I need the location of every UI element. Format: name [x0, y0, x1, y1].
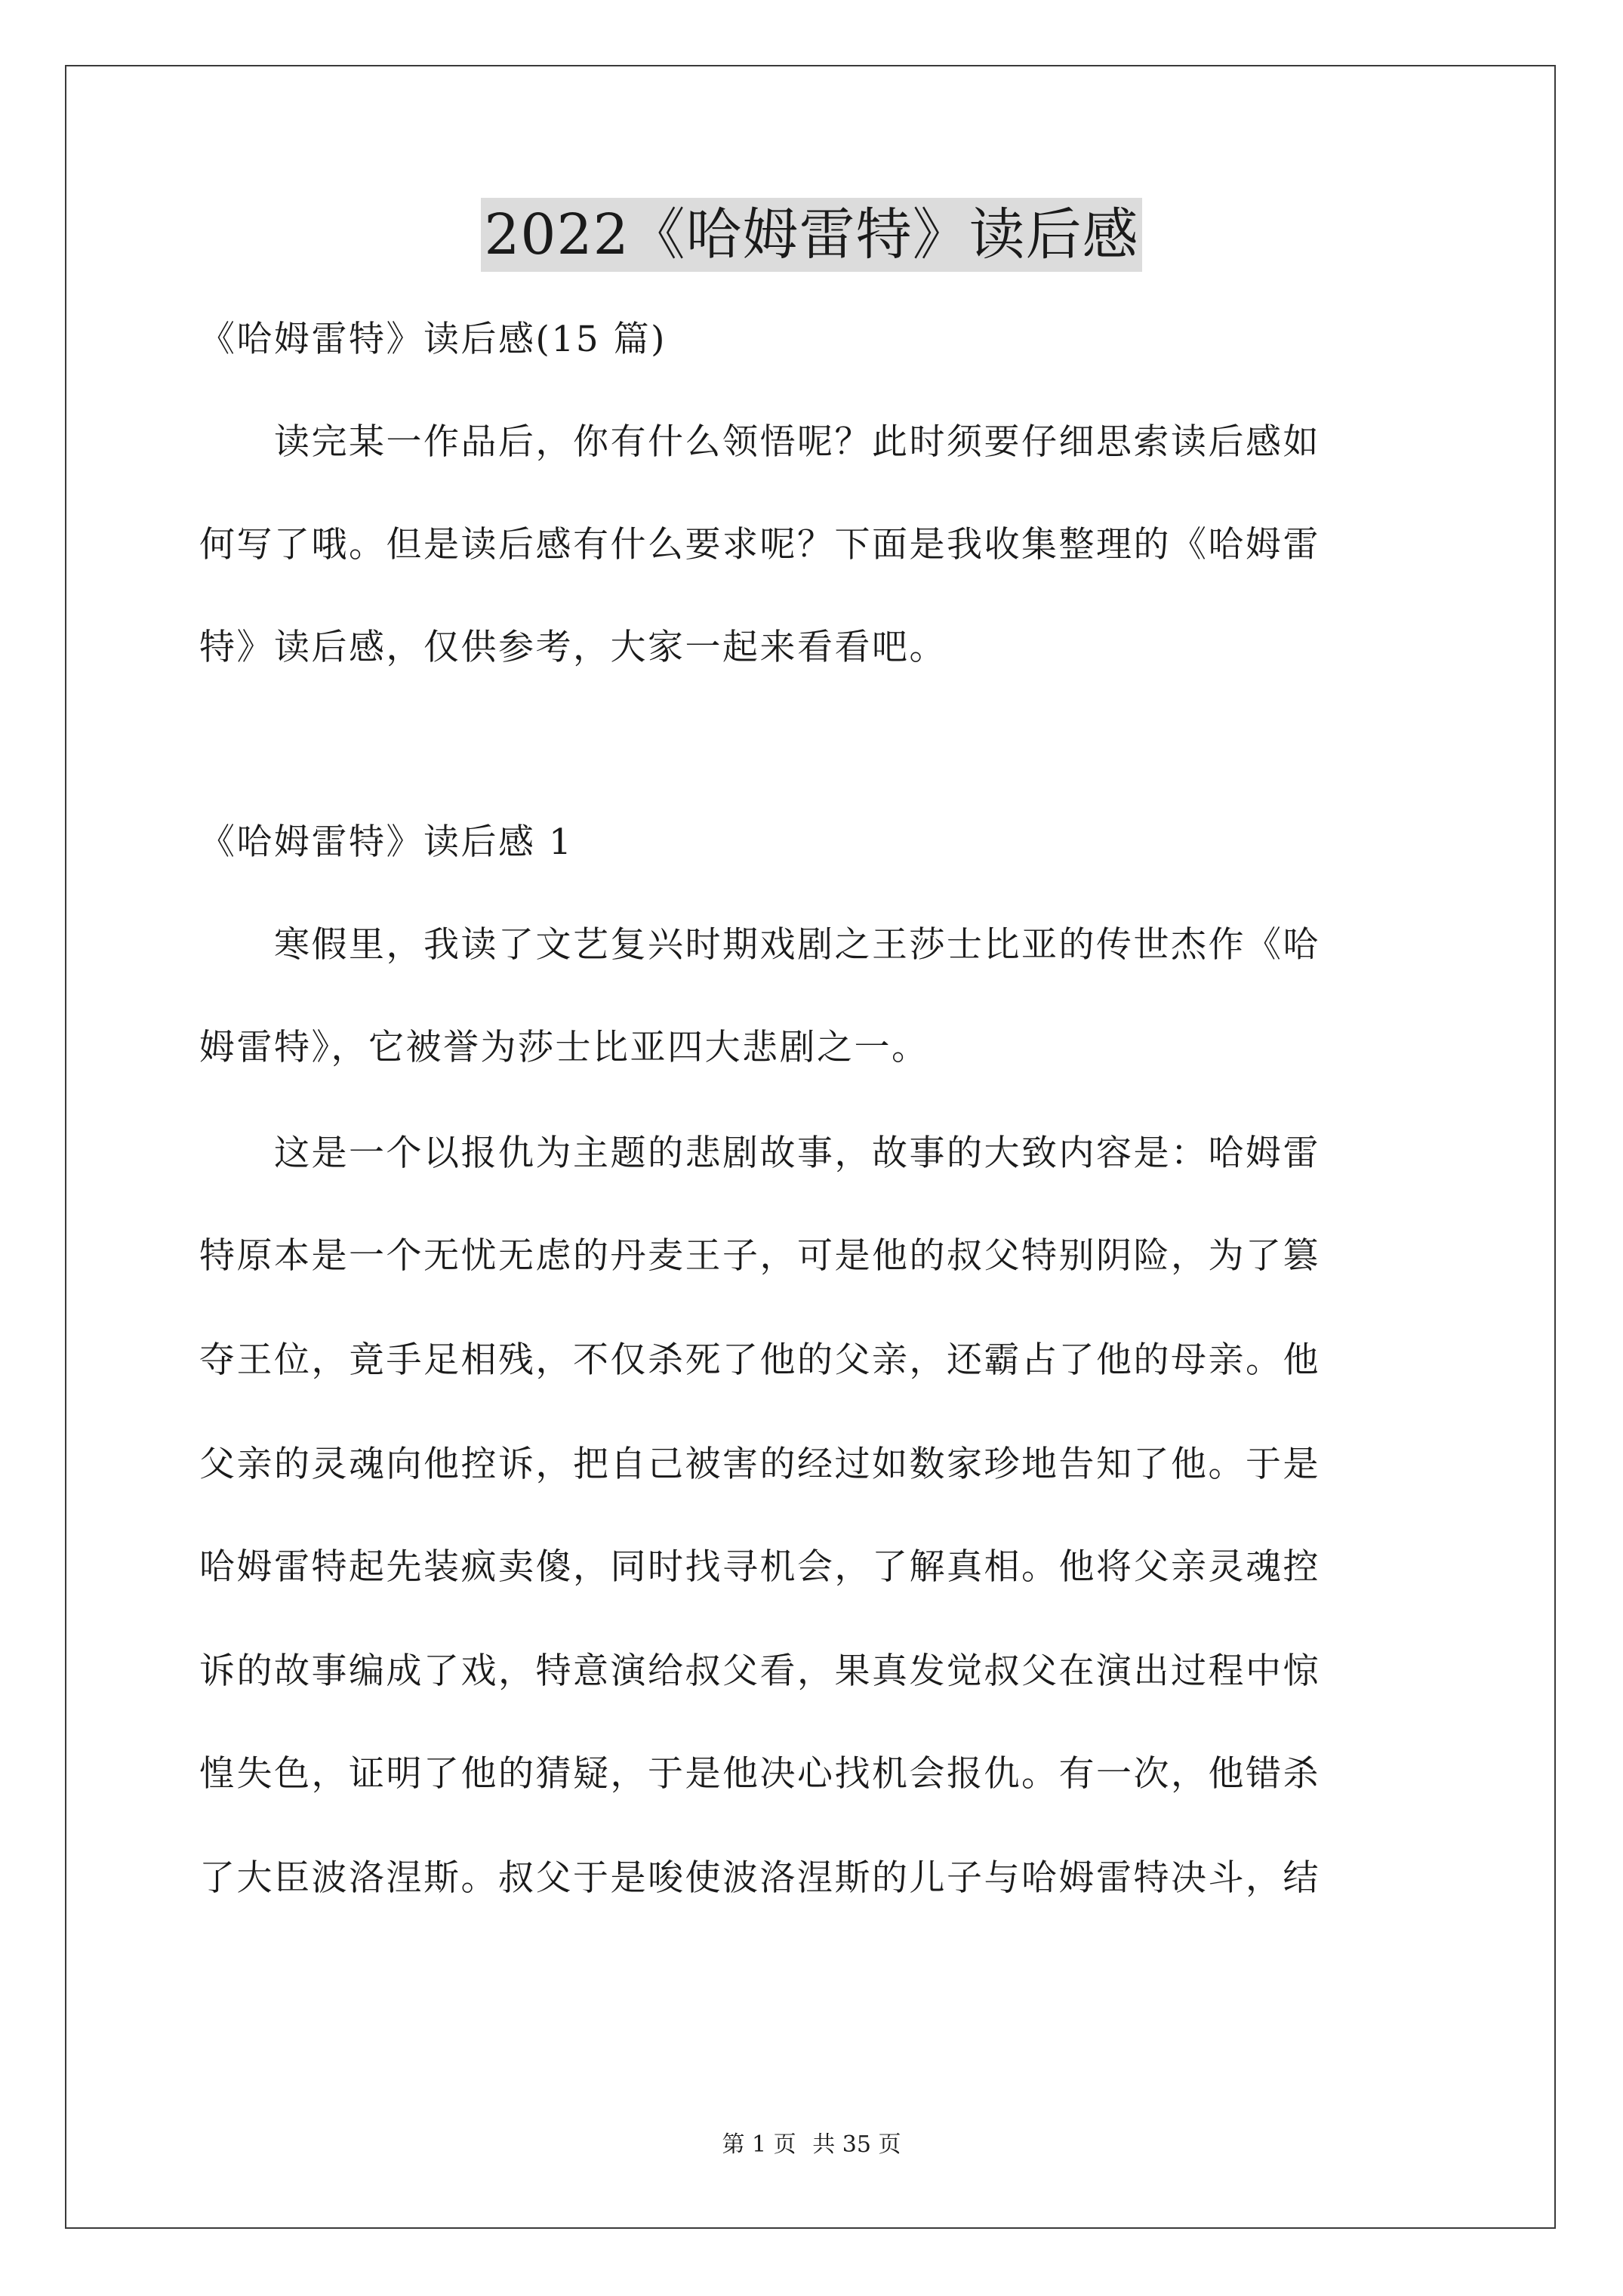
paragraph-line: 诉的故事编成了戏，特意演给叔父看，果真发觉叔父在演出过程中惊 — [199, 1650, 1320, 1692]
paragraph-line: 惶失色，证明了他的猜疑，于是他决心找机会报仇。有一次，他错杀 — [199, 1753, 1320, 1795]
document-title: 2022《哈姆雷特》读后感 — [481, 198, 1141, 272]
paragraph-line: 寒假里，我读了文艺复兴时期戏剧之王莎士比亚的传世杰作《哈 — [199, 924, 1320, 966]
title-container — [0, 198, 1623, 272]
paragraph-line: 特原本是一个无忧无虑的丹麦王子，可是他的叔父特别阴险，为了篡 — [199, 1235, 1320, 1277]
page-footer — [0, 2130, 1623, 2160]
page-number: 第 1 页 — [722, 2131, 796, 2158]
paragraph-line: 父亲的灵魂向他控诉，把自己被害的经过如数家珍地告知了他。于是 — [199, 1444, 1320, 1485]
subtitle: 《哈姆雷特》读后感(15 篇) — [199, 319, 667, 360]
paragraph-line: 哈姆雷特起先装疯卖傻，同时找寻机会，了解真相。他将父亲灵魂控 — [199, 1546, 1320, 1588]
paragraph-line: 了大臣波洛涅斯。叔父于是唆使波洛涅斯的儿子与哈姆雷特决斗，结 — [199, 1857, 1320, 1899]
paragraph-line: 何写了哦。但是读后感有什么要求呢？下面是我收集整理的《哈姆雷 — [199, 524, 1320, 566]
paragraph-line: 姆雷特》，它被誉为莎士比亚四大悲剧之一。 — [199, 1027, 929, 1068]
paragraph-line: 夺王位，竟手足相残，不仅杀死了他的父亲，还霸占了他的母亲。他 — [199, 1339, 1320, 1381]
section-heading: 《哈姆雷特》读后感 1 — [199, 821, 574, 863]
page-total: 共 35 页 — [812, 2131, 901, 2158]
paragraph-line: 这是一个以报仇为主题的悲剧故事，故事的大致内容是：哈姆雷 — [199, 1133, 1320, 1174]
paragraph-line: 读完某一作品后，你有什么领悟呢？此时须要仔细思索读后感如 — [199, 421, 1320, 463]
paragraph-line: 特》读后感，仅供参考，大家一起来看看吧。 — [199, 627, 947, 668]
